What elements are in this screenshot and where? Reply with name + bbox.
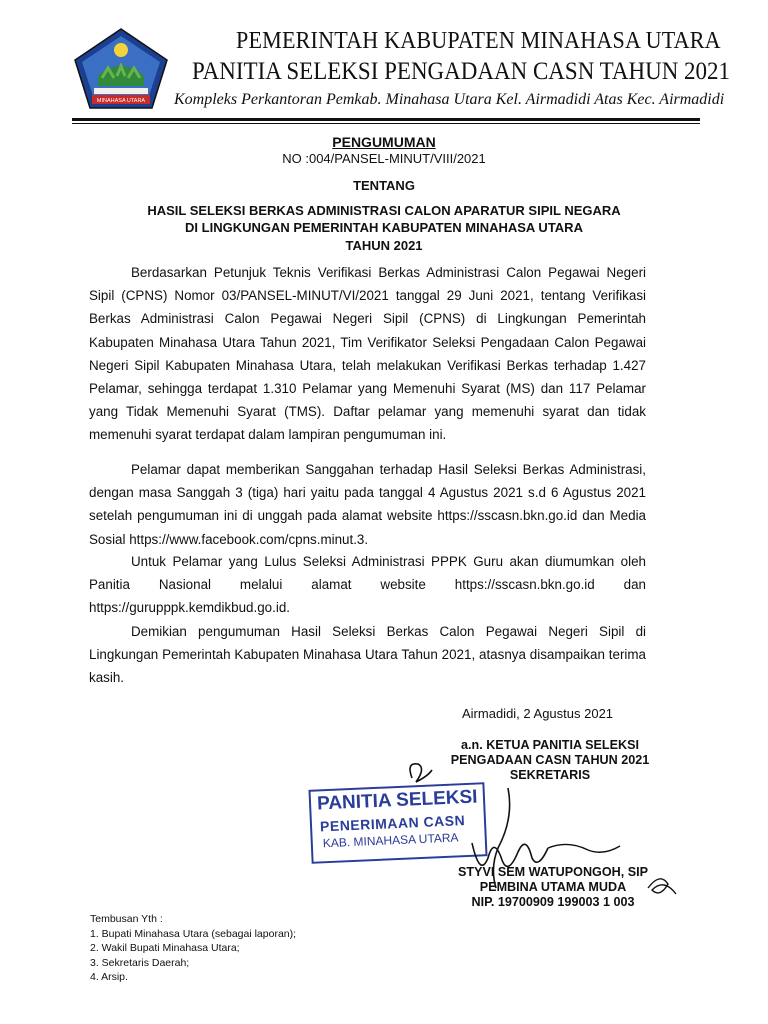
- stamp-line-3: KAB. MINAHASA UTARA: [322, 830, 459, 851]
- header-divider-thick: [72, 118, 700, 121]
- carbon-copy-item: 1. Bupati Minahasa Utara (sebagai laporan);: [90, 927, 297, 940]
- paragraph-pppk-guru: Untuk Pelamar yang Lulus Seleksi Administrasi PPPK Guru akan diumumkan oleh Panitia Nasional melalui alamat website https://sscasn.bkn.go.id dan https://gurupppk.kemdikbud.go.id.: [89, 554, 646, 616]
- stamp-line-1: PANITIA SELEKSI: [316, 786, 478, 815]
- signatory-nip: NIP. 19700909 199003 1 003: [471, 895, 635, 909]
- stamp-line-2: PENERIMAAN CASN: [319, 812, 466, 835]
- signing-place-date: Airmadidi, 2 Agustus 2021: [462, 706, 614, 721]
- signatory-title-line-1: a.n. KETUA PANITIA SELEKSI: [461, 738, 639, 752]
- paragraph-closing: Demikian pengumuman Hasil Seleksi Berkas Calon Pegawai Negeri Sipil di Lingkungan Pemerintah Kabupaten Minahasa Utara Tahun 2021, atasnya disampaikan terima kasih.: [89, 624, 646, 686]
- carbon-copy-item: 2. Wakil Bupati Minahasa Utara;: [90, 942, 240, 955]
- signatory-title-line-2: PENGADAAN CASN TAHUN 2021: [450, 753, 650, 767]
- carbon-copy-item: 4. Arsip.: [90, 971, 128, 984]
- header-address: Kompleks Perkantoran Pemkab. Minahasa Utara Kel. Airmadidi Atas Kec. Airmadidi: [174, 91, 725, 108]
- subject-line-1: HASIL SELEKSI BERKAS ADMINISTRASI CALON APARATUR SIPIL NEGARA: [147, 203, 621, 218]
- document-number: NO :004/PANSEL-MINUT/VIII/2021: [282, 151, 486, 166]
- header-government-name: PEMERINTAH KABUPATEN MINAHASA UTARA: [236, 28, 721, 54]
- header-committee-name: PANITIA SELEKSI PENGADAAN CASN TAHUN 2021: [192, 58, 731, 85]
- logo-banner-text: MINAHASA UTARA: [96, 98, 146, 104]
- paragraph-objection-period: Pelamar dapat memberikan Sanggahan terhadap Hasil Seleksi Berkas Administrasi, dengan masa Sanggah 3 (tiga) hari yaitu pada tanggal 4 Agustus 2021 s.d 6 Agustus 2021 setelah pengumuman ini di unggah pada alamat website https://sscasn.bkn.go.id dan Media Sosial https://www.facebook.com/cpns.minut.3.: [89, 462, 646, 547]
- header-divider-thin: [72, 123, 700, 124]
- subject-label: TENTANG: [353, 178, 415, 193]
- carbon-copy-heading: Tembusan Yth :: [90, 913, 163, 925]
- document-type-title: PENGUMUMAN: [332, 134, 436, 150]
- signatory-rank: PEMBINA UTAMA MUDA: [479, 880, 627, 894]
- carbon-copy-list: [90, 912, 296, 985]
- paragraph-verification-result: Berdasarkan Petunjuk Teknis Verifikasi Berkas Administrasi Calon Pegawai Negeri Sipil (CPNS) Nomor 03/PANSEL-MINUT/VI/2021 tanggal 29 Juni 2021, tentang Verifikasi Berkas Administrasi Calon Pegawai Negeri Sipil (CPNS) di Lingkungan Pemerintah Kabupaten Minahasa Utara Tahun 2021, Tim Verifikator Seleksi Pengadaan Calon Pegawai Negeri Sipil Kabupaten Minahasa Utara, telah melakukan Verifikasi Berkas terhadap 1.427 Pelamar, sehingga terdapat 1.310 Pelamar yang Memenuhi Syarat (MS) dan 117 Pelamar yang Tidak Memenuhi Syarat (TMS). Daftar pelamar yang memenuhi syarat dan tidak memenuhi syarat terdapat dalam lampiran pengumuman ini.: [89, 265, 646, 443]
- signatory-title-line-3: SEKRETARIS: [509, 768, 591, 782]
- carbon-copy-item: 3. Sekretaris Daerah;: [90, 956, 190, 969]
- subject-line-3: TAHUN 2021: [345, 238, 423, 253]
- subject-line-2: DI LINGKUNGAN PEMERINTAH KABUPATEN MINAHASA UTARA: [185, 220, 583, 235]
- signatory-identity: [443, 865, 663, 910]
- signatory-name: STYVI SEM WATUPONGOH, SIP: [457, 865, 649, 879]
- regency-logo-emblem: [72, 26, 170, 116]
